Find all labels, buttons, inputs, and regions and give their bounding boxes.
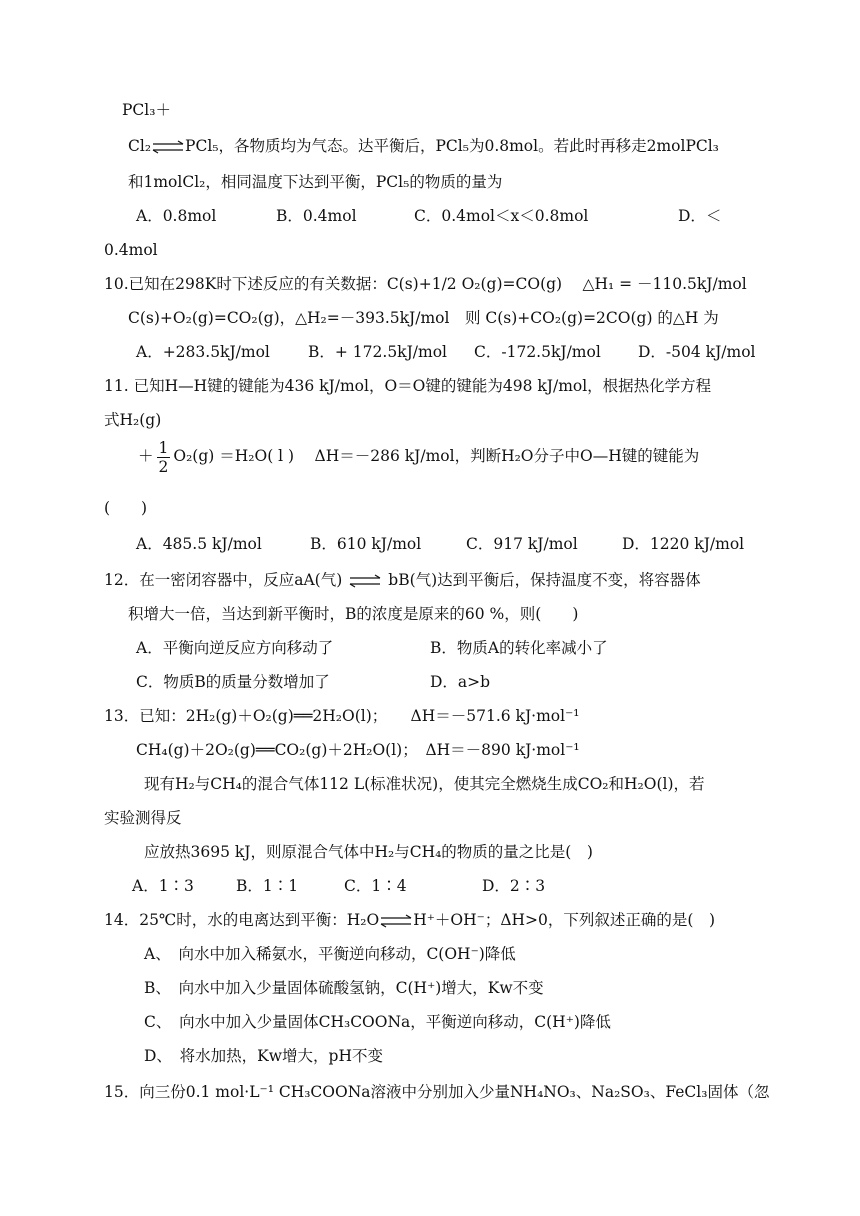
q12-option-a: A．平衡向逆反应方向移动了 <box>136 639 334 657</box>
equilibrium-arrow-icon <box>379 914 413 928</box>
q9-option-c: C．0.4mol＜x＜0.8mol <box>414 207 589 225</box>
q14-line1 <box>104 910 715 930</box>
q12-line2: 积增大一倍，当达到新平衡时，B的浓度是原来的60 %，则( ) <box>128 605 579 623</box>
q12-line1 <box>104 570 701 590</box>
q13-option-b: B．1∶1 <box>236 877 299 895</box>
q14-option-d: D、 将水加热，Kw增大，pH不变 <box>144 1047 383 1065</box>
q12-option-d: D．a>b <box>430 673 491 691</box>
q10-option-d: D．-504 kJ/mol <box>638 343 756 361</box>
fraction-numerator: 1 <box>158 438 169 457</box>
q10-option-c: C．-172.5kJ/mol <box>474 343 601 361</box>
q15-line1: 15．向三份0.1 mol·L⁻¹ CH₃COONa溶液中分别加入少量NH₄NO₃、Na₂SO₃、FeCl₃固体（忽 <box>104 1083 770 1101</box>
q10-line2: C(s)+O₂(g)=CO₂(g)，△H₂=－393.5kJ/mol 则 C(s)+CO₂(g)=2CO(g) 的△H 为 <box>128 309 719 327</box>
q14-line1-a: 14．25℃时，水的电离达到平衡：H₂O <box>104 911 380 929</box>
q12-option-c: C．物质B的质量分数增加了 <box>136 673 330 691</box>
q9-line3: 和1molCl₂，相同温度下达到平衡，PCl₅的物质的量为 <box>128 173 503 191</box>
q10-line1: 10.已知在298K时下述反应的有关数据：C(s)+1/2 O₂(g)=CO(g) △H₁ = －110.5kJ/mol <box>104 275 747 293</box>
q9-option-a: A．0.8mol <box>136 207 217 225</box>
q13-line2: CH₄(g)＋2O₂(g)══CO₂(g)＋2H₂O(l)； ΔH＝－890 kJ·mol⁻¹ <box>136 741 580 759</box>
q14-option-c: C、 向水中加入少量固体CH₃COONa，平衡逆向移动，C(H⁺)降低 <box>144 1013 611 1031</box>
q12-option-b: B．物质A的转化率减小了 <box>430 639 608 657</box>
q11-plus: ＋ <box>138 447 154 465</box>
q9-line1: PCl₃＋ <box>122 101 171 119</box>
q10-option-a: A．+283.5kJ/mol <box>136 343 270 361</box>
q9-line2 <box>128 136 719 156</box>
q13-line1: 13．已知：2H₂(g)＋O₂(g)══2H₂O(l)； ΔH＝－571.6 kJ·mol⁻¹ <box>104 707 580 725</box>
q14-line1-b: H⁺＋OH⁻；ΔH>0，下列叙述正确的是( ) <box>413 911 715 929</box>
q11-line3 <box>138 438 699 476</box>
q9-option-d-cont: 0.4mol <box>104 241 158 259</box>
q12-line1-a: 12．在一密闭容器中，反应aA(气) <box>104 571 343 589</box>
q13-line4: 实验测得反 <box>104 809 182 827</box>
q12-line1-b: bB(气)达到平衡后，保持温度不变，将容器体 <box>388 571 701 589</box>
equilibrium-arrow-icon <box>151 140 185 154</box>
q11-option-a: A．485.5 kJ/mol <box>136 535 262 553</box>
q10-option-b: B．+ 172.5kJ/mol <box>308 343 447 361</box>
equilibrium-arrow-icon <box>348 574 382 588</box>
q9-line2-rest: PCl₅，各物质均为气态。达平衡后，PCl₅为0.8mol。若此时再移走2molPCl₃ <box>185 137 719 155</box>
q9-line2-reactant: Cl₂ <box>128 137 152 155</box>
q11-line3-text: O₂(g) ＝H₂O( l ) ΔH＝－286 kJ/mol，判断H₂O分子中O—H键的键能为 <box>173 447 700 465</box>
fraction-denominator: 2 <box>158 457 169 476</box>
q11-answer-paren: ( ) <box>104 499 148 517</box>
q13-line5: 应放热3695 kJ，则原混合气体中H₂与CH₄的物质的量之比是( ) <box>144 843 593 861</box>
fraction-one-half <box>157 439 171 476</box>
q13-option-c: C．1∶4 <box>344 877 407 895</box>
q11-option-d: D．1220 kJ/mol <box>622 535 745 553</box>
q13-option-a: A．1∶3 <box>132 877 194 895</box>
q11-option-b: B．610 kJ/mol <box>310 535 422 553</box>
q14-option-a: A、 向水中加入稀氨水，平衡逆向移动，C(OH⁻)降低 <box>144 945 516 963</box>
q9-option-b: B．0.4mol <box>276 207 357 225</box>
q11-line1: 11. 已知H—H键的键能为436 kJ/mol，O＝O键的键能为498 kJ/mol，根据热化学方程 <box>104 377 712 395</box>
q11-option-c: C．917 kJ/mol <box>466 535 578 553</box>
q14-option-b: B、 向水中加入少量固体硫酸氢钠，C(H⁺)增大，Kw不变 <box>144 979 544 997</box>
q9-option-d: D．＜ <box>678 207 722 225</box>
q13-line3: 现有H₂与CH₄的混合气体112 L(标准状况)，使其完全燃烧生成CO₂和H₂O(l)，若 <box>144 775 705 793</box>
q11-line2: 式H₂(g) <box>104 411 162 429</box>
q13-option-d: D．2∶3 <box>482 877 546 895</box>
